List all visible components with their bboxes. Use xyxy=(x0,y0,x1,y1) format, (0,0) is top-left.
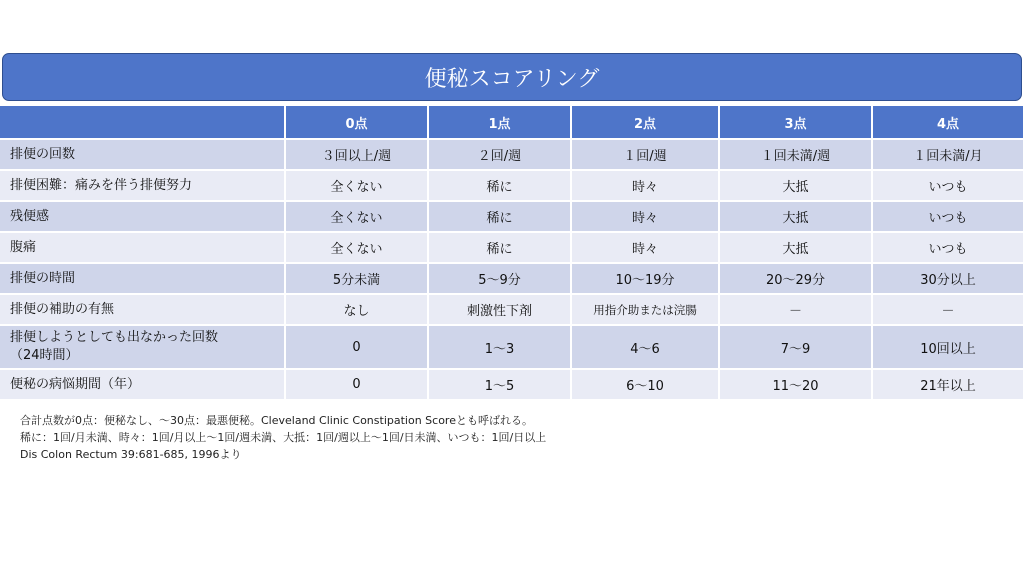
table-row xyxy=(0,263,1024,294)
table-cell: 21年以上 xyxy=(872,369,1024,400)
table-cell: 用指介助または浣腸 xyxy=(571,294,719,325)
table-cell: 刺激性下剤 xyxy=(428,294,571,325)
row-label: 排便困難：痛みを伴う排便努力 xyxy=(0,170,285,201)
table-cell: 4～6 xyxy=(571,325,719,369)
table-cell: 20～29分 xyxy=(719,263,872,294)
table-cell: 5～9分 xyxy=(428,263,571,294)
header-cell-3pt: 3点 xyxy=(719,106,872,139)
table-cell: 5分未満 xyxy=(285,263,428,294)
row-label: 腹痛 xyxy=(0,232,285,263)
table-cell: 稀に xyxy=(428,170,571,201)
header-cell-2pt: 2点 xyxy=(571,106,719,139)
footnote-line: 稀に：1回/月未満、時々：1回/月以上～1回/週未満、大抵：1回/週以上～1回/日未満、いつも：1回/日以上 xyxy=(20,431,547,444)
table-cell: いつも xyxy=(872,170,1024,201)
header-cell-empty xyxy=(0,106,285,139)
row-label: 排便の補助の有無 xyxy=(0,294,285,325)
table-cell: － xyxy=(719,294,872,325)
footnotes xyxy=(20,412,546,463)
table-cell: 稀に xyxy=(428,201,571,232)
footnote-line: 合計点数が0点：便秘なし、～30点：最悪便秘。Cleveland Clinic Constipation Scoreとも呼ばれる。 xyxy=(20,414,533,427)
table-cell: 6～10 xyxy=(571,369,719,400)
constipation-score-table xyxy=(0,106,1024,401)
table-cell: 時々 xyxy=(571,170,719,201)
footnote-citation: Dis Colon Rectum 39:681-685, 1996より xyxy=(20,448,242,461)
header-cell-4pt: 4点 xyxy=(872,106,1024,139)
table-cell: 大抵 xyxy=(719,170,872,201)
row-label-line2: （24時間） xyxy=(10,348,79,363)
table-cell: 全くない xyxy=(285,201,428,232)
table-cell: 11～20 xyxy=(719,369,872,400)
table-row xyxy=(0,201,1024,232)
table-cell: 10～19分 xyxy=(571,263,719,294)
table-cell: 全くない xyxy=(285,170,428,201)
row-label: 残便感 xyxy=(0,201,285,232)
table-cell: 0 xyxy=(285,325,428,369)
table-cell: 時々 xyxy=(571,232,719,263)
header-cell-0pt: 0点 xyxy=(285,106,428,139)
title-banner xyxy=(2,53,1022,101)
table-row xyxy=(0,170,1024,201)
row-label: 便秘の病悩期間（年） xyxy=(0,369,285,400)
table-cell: 1～5 xyxy=(428,369,571,400)
table-cell: 時々 xyxy=(571,201,719,232)
table-cell: １回未満/週 xyxy=(719,139,872,170)
row-label: 排便の時間 xyxy=(0,263,285,294)
table-cell: 7～9 xyxy=(719,325,872,369)
table-cell: ２回/週 xyxy=(428,139,571,170)
table-row xyxy=(0,139,1024,170)
table-header-row xyxy=(0,106,1024,139)
table-cell: いつも xyxy=(872,232,1024,263)
table-cell: 全くない xyxy=(285,232,428,263)
table-cell: 30分以上 xyxy=(872,263,1024,294)
table-cell: １回/週 xyxy=(571,139,719,170)
table-cell: 大抵 xyxy=(719,201,872,232)
table-cell: １回未満/月 xyxy=(872,139,1024,170)
header-cell-1pt: 1点 xyxy=(428,106,571,139)
page-title: 便秘スコアリング xyxy=(424,66,600,92)
table-cell: 稀に xyxy=(428,232,571,263)
table-cell: 1～3 xyxy=(428,325,571,369)
table-row xyxy=(0,369,1024,400)
table-cell: ３回以上/週 xyxy=(285,139,428,170)
table-cell: いつも xyxy=(872,201,1024,232)
table-cell: 10回以上 xyxy=(872,325,1024,369)
table-row xyxy=(0,325,1024,369)
table-cell: 大抵 xyxy=(719,232,872,263)
row-label xyxy=(0,325,285,369)
table-cell: なし xyxy=(285,294,428,325)
table-row xyxy=(0,232,1024,263)
row-label: 排便の回数 xyxy=(0,139,285,170)
table-cell: － xyxy=(872,294,1024,325)
table-cell: 0 xyxy=(285,369,428,400)
row-label-line1: 排便しようとしても出なかった回数 xyxy=(10,330,219,345)
table-row xyxy=(0,294,1024,325)
